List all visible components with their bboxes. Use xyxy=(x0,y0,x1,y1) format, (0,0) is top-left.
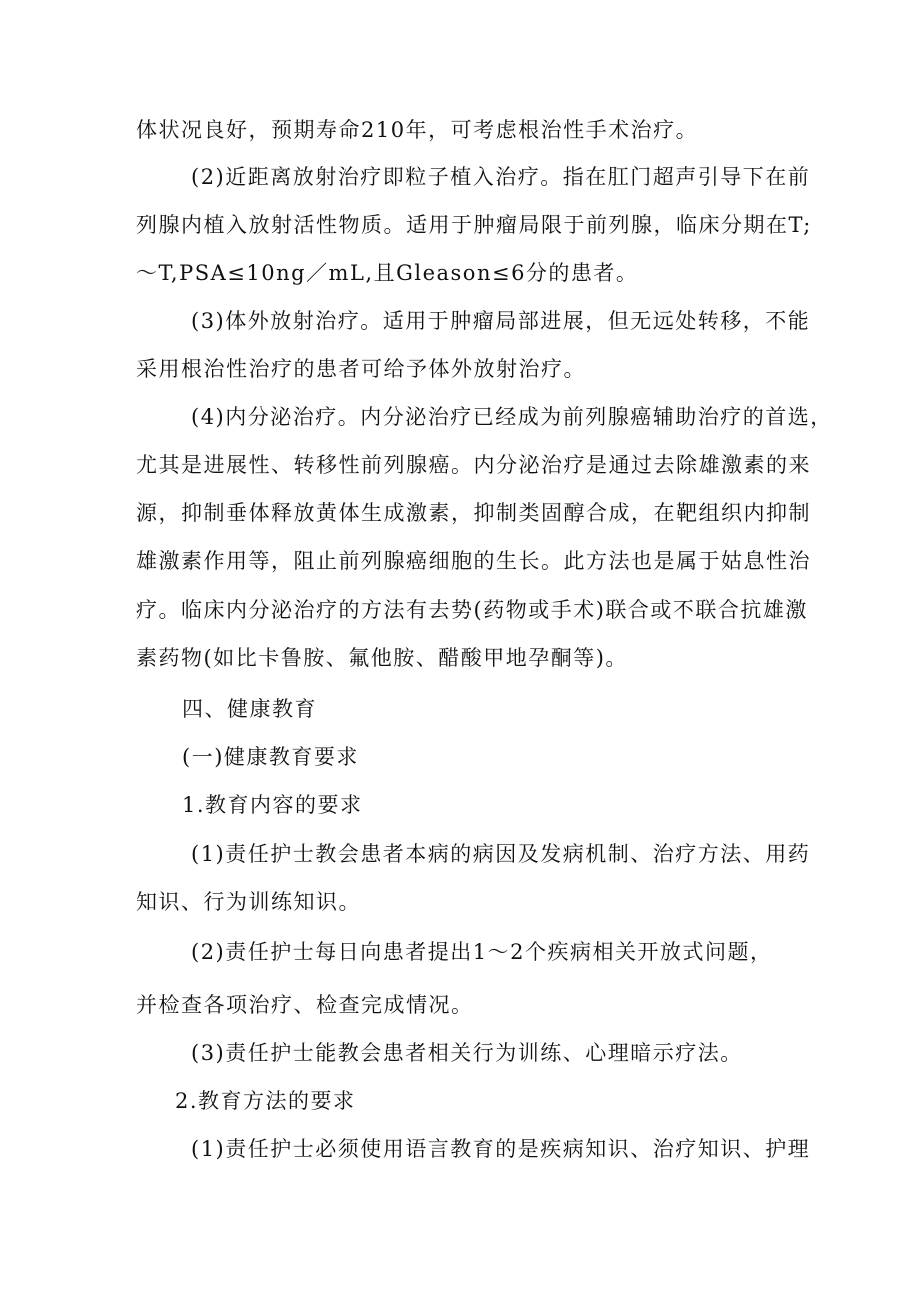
subsection-heading: 1.教育内容的要求 xyxy=(182,793,363,817)
paragraph-line: 知识、行为训练知识。 xyxy=(136,890,361,914)
paragraph-line: 疗。临床内分泌治疗的方法有去势(药物或手术)联合或不联合抗雄激 xyxy=(136,598,808,622)
paragraph-line: 素药物(如比卡鲁胺、氟他胺、醋酸甲地孕酮等)。 xyxy=(136,646,628,670)
paragraph-line: 雄激素作用等，阻止前列腺癌细胞的生长。此方法也是属于姑息性治 xyxy=(136,549,811,573)
subsection-heading: (一)健康教育要求 xyxy=(182,745,359,769)
paragraph-line: 列腺内植入放射活性物质。适用于肿瘤局限于前列腺，临床分期在T; xyxy=(136,213,812,237)
paragraph-line: (2)近距离放射治疗即粒子植入治疗。指在肛门超声引导下在前 xyxy=(191,165,811,189)
paragraph-line: (3)责任护士能教会患者相关行为训练、心理暗示疗法。 xyxy=(191,1041,743,1065)
paragraph-line: (1)责任护士必须使用语言教育的是疾病知识、治疗知识、护理 xyxy=(191,1137,811,1161)
paragraph-line: 体状况良好，预期寿命210年，可考虑根治性手术治疗。 xyxy=(136,118,699,142)
paragraph-line: (3)体外放射治疗。适用于肿瘤局部进展，但无远处转移，不能 xyxy=(191,309,811,333)
paragraph-line: 源，抑制垂体释放黄体生成激素，抑制类固醇合成，在靶组织内抑制 xyxy=(136,501,811,525)
paragraph-line: 采用根治性治疗的患者可给予体外放射治疗。 xyxy=(136,357,586,381)
paragraph-line: (4)内分泌治疗。内分泌治疗已经成为前列腺癌辅助治疗的首选， xyxy=(191,405,833,429)
paragraph-line: ～T,PSA≤10ng／mL,且Gleason≤6分的患者。 xyxy=(136,261,639,285)
paragraph-line: 尤其是进展性、转移性前列腺癌。内分泌治疗是通过去除雄激素的来 xyxy=(136,453,811,477)
subsection-heading: 2.教育方法的要求 xyxy=(175,1089,356,1113)
paragraph-line: (2)责任护士每日向患者提出1～2个疾病相关开放式问题， xyxy=(191,940,773,964)
paragraph-line: (1)责任护士教会患者本病的病因及发病机制、治疗方法、用药 xyxy=(191,842,811,866)
section-heading: 四、健康教育 xyxy=(182,697,317,721)
paragraph-line: 并检查各项治疗、检查完成情况。 xyxy=(136,993,474,1017)
